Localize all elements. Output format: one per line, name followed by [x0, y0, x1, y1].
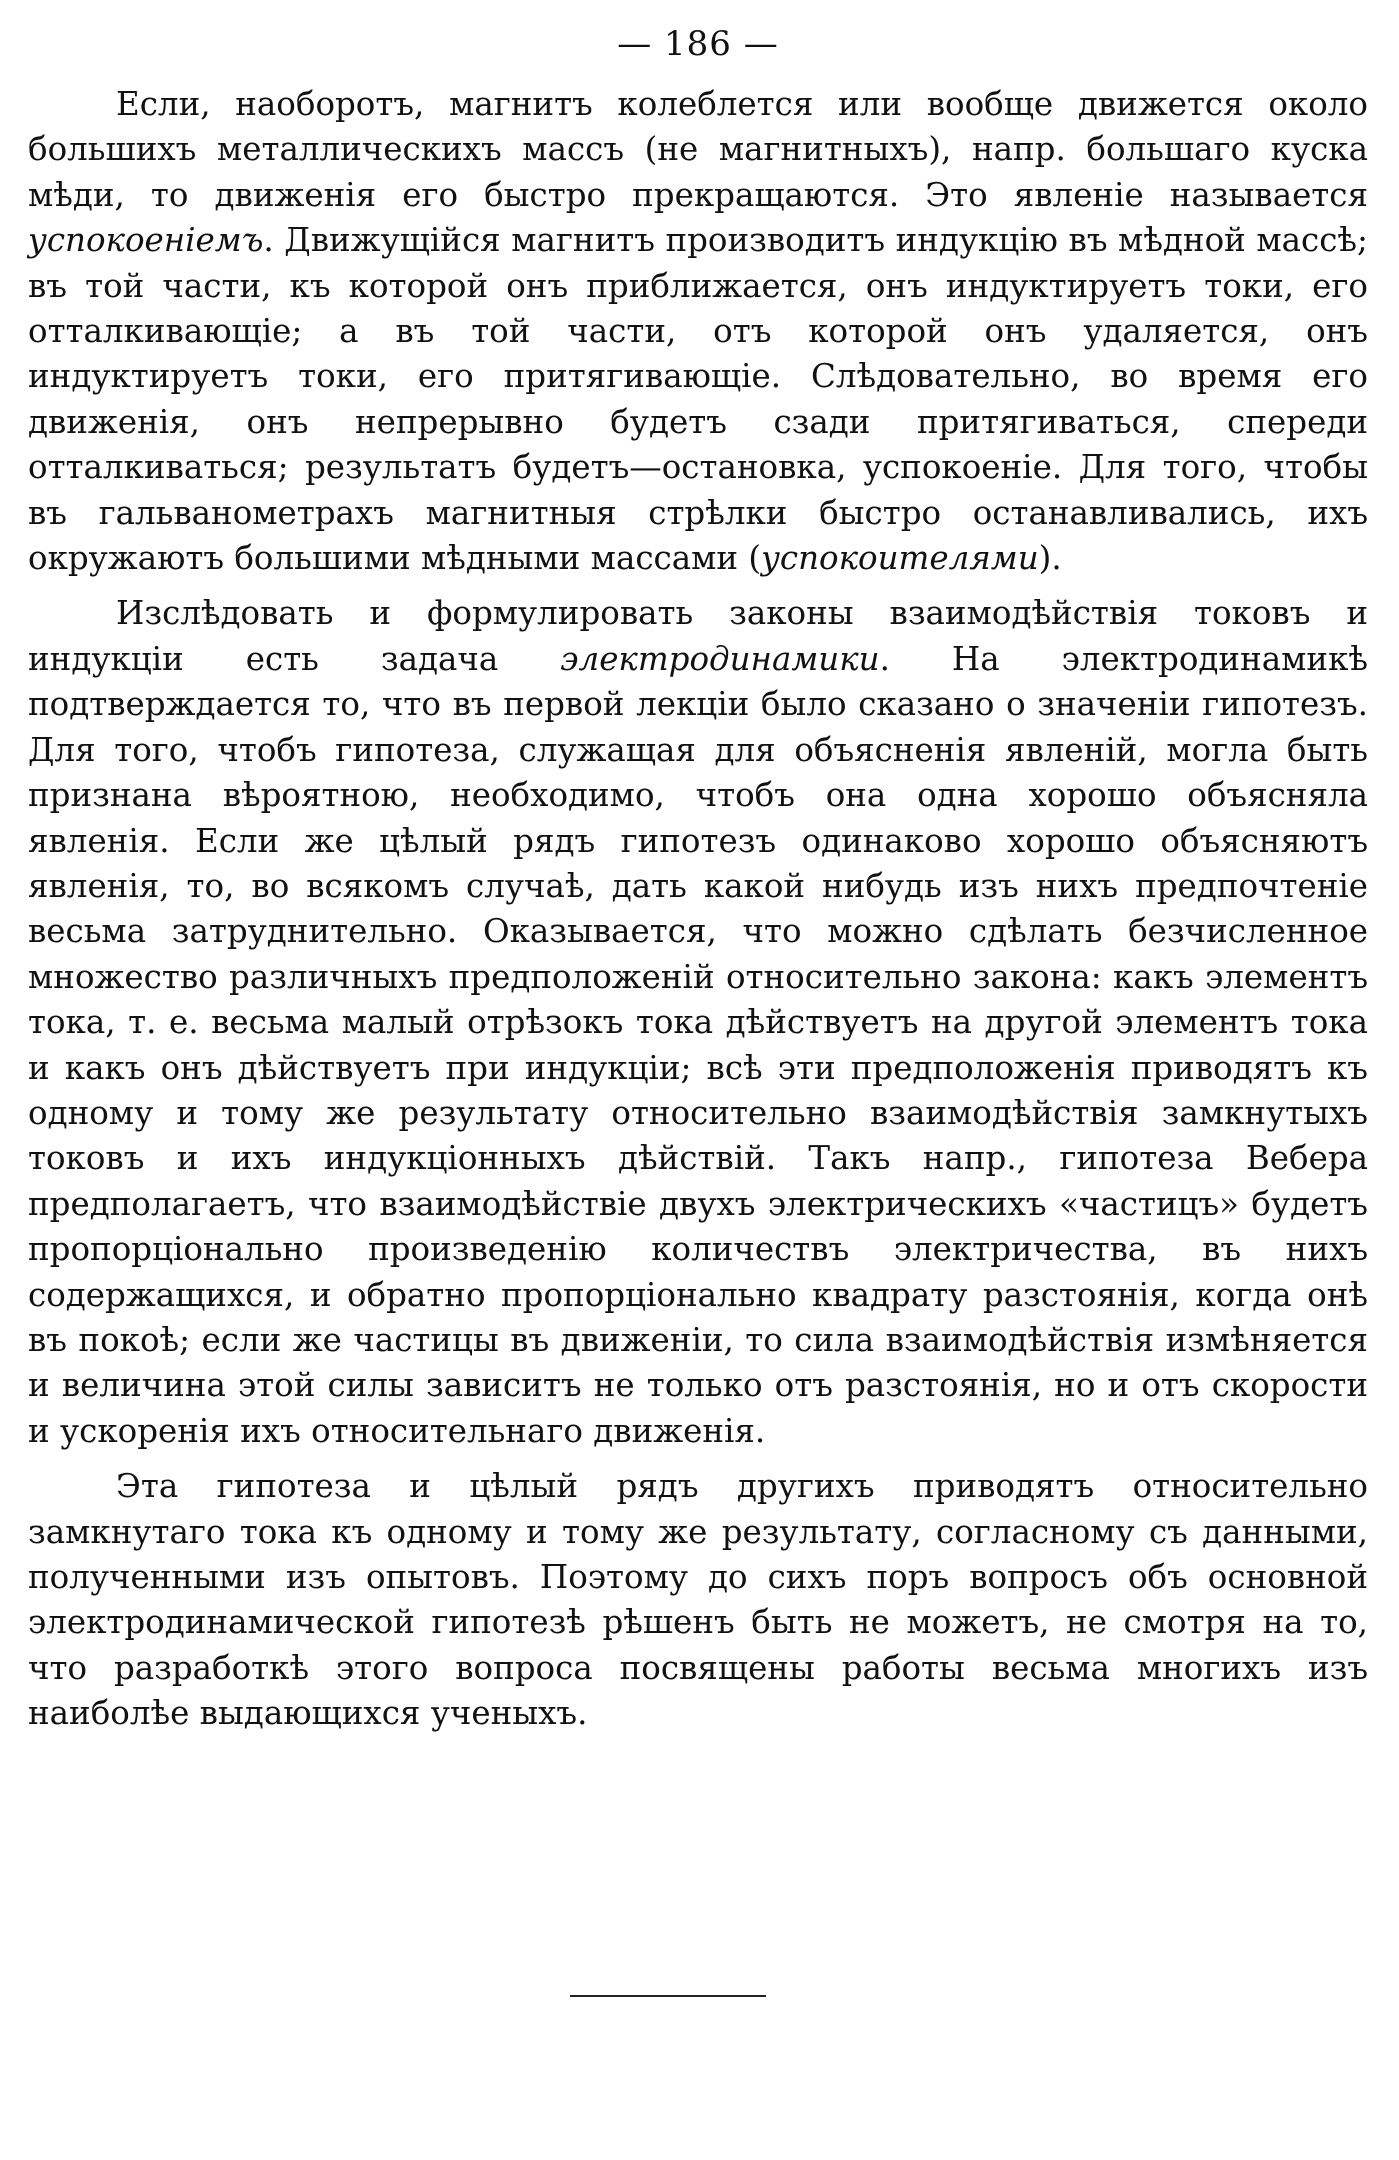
closing-rule: [570, 1995, 766, 1997]
italic-term-damping: успокоеніемъ: [28, 221, 264, 260]
italic-term-electrodynamics: электродинамики: [560, 639, 880, 678]
text-segment: . На электродинамикѣ подтверждается то, что въ первой лекціи было сказано о значеніи гипотезъ. Для того, чтобъ гипотеза, служащая для объясненія явленій, могла быть признана вѣроятною, необходимо, чтобъ она одна хорошо объясняла явленія. Если же цѣлый рядъ гипотезъ одинаково хорошо объясняютъ явленія, то, во всякомъ случаѣ, дать какой нибудь изъ нихъ предпочтеніе весьма затруднительно. Оказывается, что можно сдѣлать безчисленное множество различныхъ предположеній относительно закона: какъ элементъ тока, т. е. весьма малый отрѣзокъ тока дѣйствуетъ на другой элементъ тока и какъ онъ дѣйствуетъ при индукціи; всѣ эти предположенія приводятъ къ одному и тому же результату относительно взаимодѣйствія замкнутыхъ токовъ и ихъ индукціонныхъ дѣйствій. Такъ напр., гипотеза Вебера предполагаетъ, что взаимодѣйствіе двухъ электрическихъ «частицъ» будетъ пропорціонально произведенію количествъ электричества, въ нихъ содержащихся, и обратно пропорціонально квадрату разстоянія, когда онѣ въ покоѣ; если же частицы въ движеніи, то сила взаимодѣйствія измѣняется и величина этой силы зависитъ не только отъ разстоянія, но и отъ скорости и ускоренія ихъ относительнаго движенія.: [28, 639, 1368, 1450]
paragraph-hypothesis: [28, 1464, 1368, 1736]
italic-term-dampers: успокоителями: [761, 539, 1039, 578]
paragraph-damping: [28, 82, 1368, 581]
text-segment: ).: [1038, 539, 1062, 578]
text-segment: Изслѣдовать и формулировать законы взаимодѣйствія токовъ и индукціи есть задача: [28, 594, 1368, 678]
book-page: [28, 20, 1368, 2140]
text-segment: Эта гипотеза и цѣлый рядъ другихъ приводятъ относительно замкнутаго тока къ одному и тому же результату, согласному съ данными, полученными изъ опытовъ. Поэтому до сихъ поръ вопросъ объ основной электродинамической гипотезѣ рѣшенъ быть не можетъ, не смотря на то, что разработкѣ этого вопроса посвящены работы весьма многихъ изъ наиболѣе выдающихся ученыхъ.: [28, 1467, 1368, 1733]
paragraph-electrodynamics: [28, 591, 1368, 1454]
page-number: — 186 —: [617, 24, 779, 64]
text-segment: . Движущійся магнитъ производитъ индукцію въ мѣдной массѣ; въ той части, къ которой онъ приближается, онъ индуктируетъ токи, его отталкивающіе; а въ той части, отъ которой онъ удаляется, онъ индуктируетъ токи, его притягивающіе. Слѣдовательно, во время его движенія, онъ непрерывно будетъ сзади притягиваться, спереди отталкиваться; результатъ будетъ—остановка, успокоеніе. Для того, чтобы въ гальванометрахъ магнитныя стрѣлки быстро останавливались, ихъ окружаютъ большими мѣдными массами (: [28, 221, 1368, 578]
text-segment: Если, наоборотъ, магнитъ колеблется или вообще движется около большихъ металлическихъ массъ (не магнитныхъ), напр. большаго куска мѣди, то движенія его быстро прекращаются. Это явленіе называется: [28, 85, 1368, 214]
